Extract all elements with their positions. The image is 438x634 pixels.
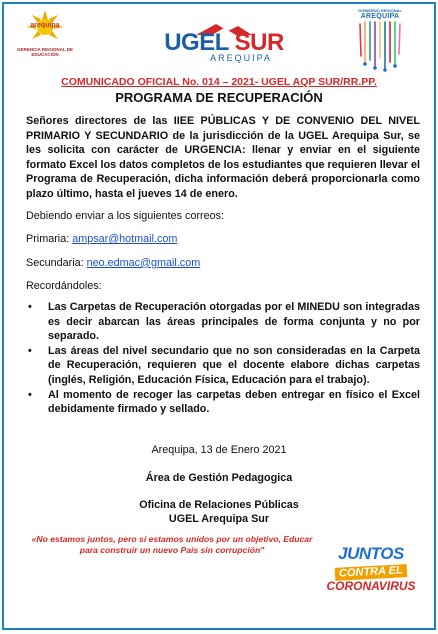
bullet-icon: • bbox=[28, 344, 32, 357]
secundaria-line bbox=[26, 256, 420, 271]
bullet-text: Al momento de recoger las carpetas deben entregar en físico el Excel debidamente firmado y sellado. bbox=[48, 388, 420, 416]
list-item bbox=[26, 388, 420, 417]
ugel-text: UGEL bbox=[164, 29, 229, 56]
colorful-strands-icon bbox=[355, 20, 405, 72]
gobierno-name: AREQUIPA bbox=[360, 13, 400, 20]
correos-label: Debiendo enviar a los siguientes correos: bbox=[26, 209, 225, 222]
secundaria-email-link[interactable]: neo.edmac@gmail.com bbox=[86, 256, 201, 269]
juntos-text: JUNTOS bbox=[338, 544, 404, 563]
motto-quote: «No estamos juntos, pero sí estamos unidos por un objetivo, Educar para construir un nuevo País sin corrupción" bbox=[31, 534, 313, 555]
gobierno-subtitle: GOBIERNO REGIONAL bbox=[357, 8, 402, 13]
primaria-line bbox=[26, 232, 420, 247]
list-item bbox=[26, 300, 420, 344]
ugel-wordmark bbox=[154, 29, 294, 56]
ugel-line: UGEL Arequipa Sur bbox=[168, 513, 270, 525]
intro-part2: como plazo último, hasta el jueves 14 de enero. bbox=[26, 173, 420, 200]
coronavirus-text: CORONAVIRUS bbox=[326, 579, 416, 593]
gre-arequipa-logo bbox=[16, 10, 74, 57]
programa-heading: PROGRAMA DE RECUPERACIÓN bbox=[115, 90, 323, 105]
bullet-icon: • bbox=[28, 388, 32, 401]
document-body bbox=[26, 114, 420, 417]
header bbox=[4, 4, 434, 76]
arequipa-subtext: AREQUIPA bbox=[210, 53, 272, 63]
gobierno-regional-logo bbox=[348, 8, 412, 77]
contra-el-text: CONTRA EL bbox=[335, 564, 407, 581]
intro-paragraph bbox=[26, 114, 420, 202]
secundaria-label: Secundaria: bbox=[26, 256, 84, 269]
primaria-label: Primaria: bbox=[26, 233, 70, 246]
recordandoles-label: Recordándoles: bbox=[26, 280, 102, 293]
bullet-text: Las áreas del nivel secundario que no son consideradas en la Carpeta de Recuperación, requieren que el docente elabore dichas carpetas (inglés, Religión, Educación Física, Educación para el trabajo). bbox=[48, 344, 420, 386]
ugel-sur-logo bbox=[154, 22, 294, 63]
bullet-icon: • bbox=[28, 300, 32, 313]
comunicado-title: COMUNICADO OFICIAL No. 014 – 2021- UGEL AQP SUR/RR.PP. bbox=[61, 76, 377, 88]
date-line: Arequipa, 13 de Enero 2021 bbox=[151, 444, 287, 456]
bullet-list bbox=[26, 300, 420, 417]
document-page bbox=[2, 2, 436, 630]
bullet-text: Las Carpetas de Recuperación otorgadas por el MINEDU son integradas es decir abarcan las áreas principales de forma conjunta y no por separado. bbox=[48, 300, 420, 343]
primaria-email-link[interactable]: ampsar@hotmail.com bbox=[72, 233, 178, 246]
oficina-line: Oficina de Relaciones Públicas bbox=[139, 499, 299, 511]
gre-brand-text: arequipa bbox=[30, 22, 60, 29]
list-item bbox=[26, 344, 420, 388]
intro-part1: Señores directores de las IIEE PÚBLICAS Y DE CONVENIO DEL NIVEL PRIMARIO Y SECUNDARIO de la jurisdicción de la UGEL Arequipa Sur, se les solicita con carácter de URGENCIA: llenar y enviar en el siguiente formato Excel los datos completos de los estudiantes que requieren llevar el Programa de Recuperación, dicha información deberá proporcionarla bbox=[26, 115, 420, 186]
gre-subtitle: GERENCIA REGIONAL DE EDUCACIÓN bbox=[16, 47, 73, 57]
area-line: Área de Gestión Pedagogica bbox=[145, 472, 293, 484]
juntos-contra-coronavirus-logo bbox=[324, 546, 418, 593]
sur-text: SUR bbox=[234, 29, 284, 56]
signature-block bbox=[4, 498, 434, 526]
